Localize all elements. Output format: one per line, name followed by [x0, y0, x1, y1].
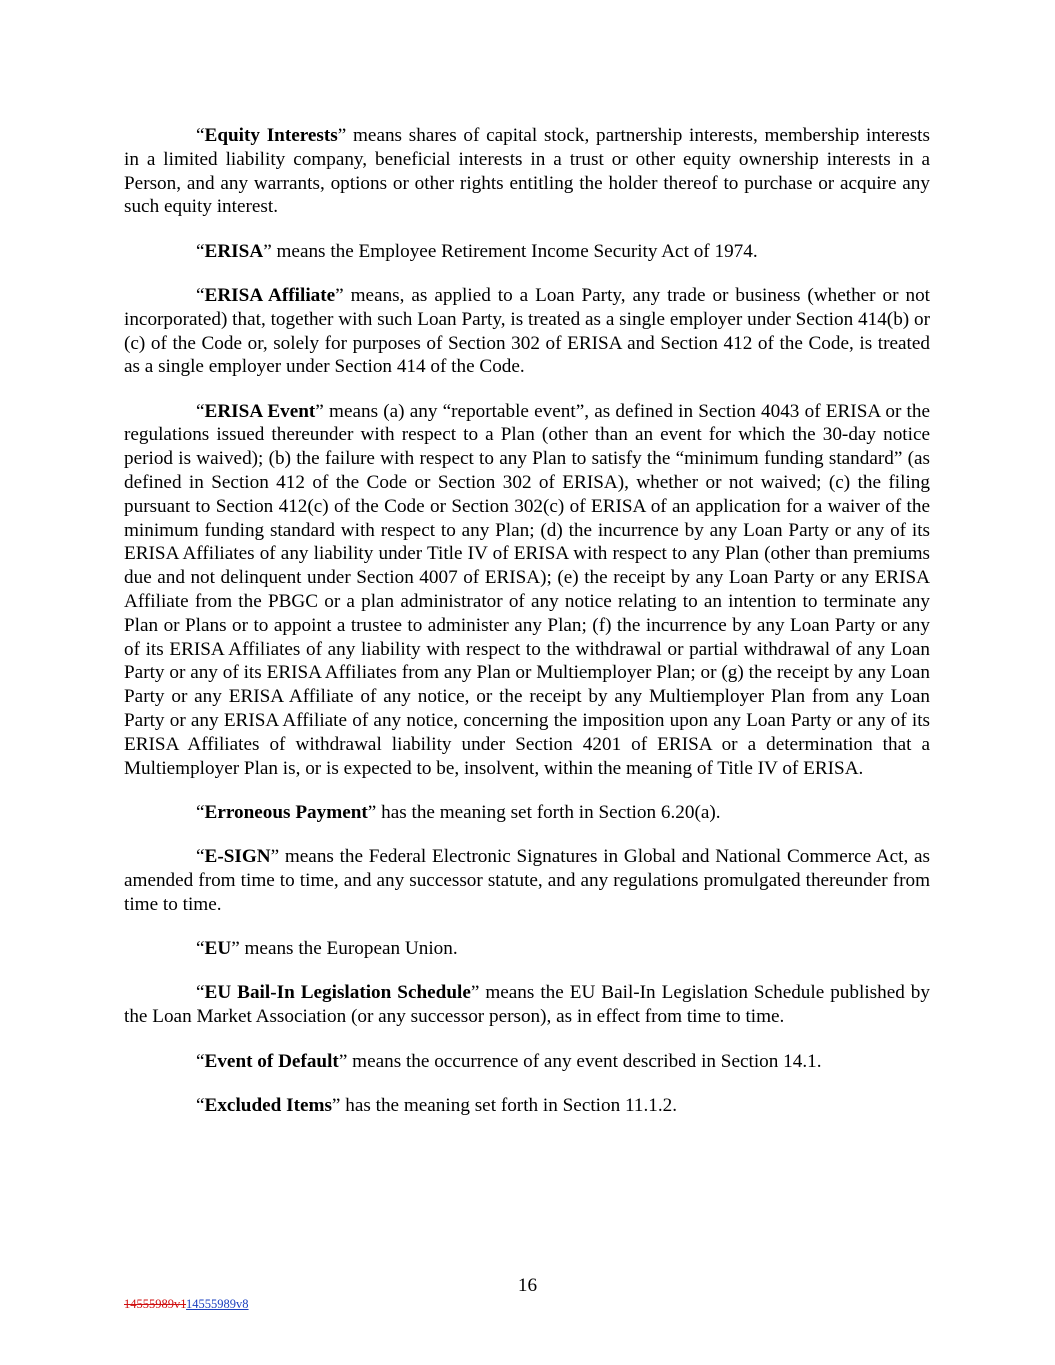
definition-text: ” has the meaning set forth in Section 11.1.2. — [331, 1094, 678, 1116]
defined-term: EU — [204, 938, 232, 960]
defined-term: Erroneous Payment — [204, 801, 368, 823]
document-id-old: 14555989v1 — [124, 1297, 187, 1311]
definition-erisa-affiliate: “ERISA Affiliate” means, as applied to a Loan Party, any trade or business (whether or not incorporated) that, together with such Loan Party, is treated as a single employer under Section 414(b) or (c) of the Code or, solely for purposes of Section 302 of ERISA and Section 412 of the Code, is treated as a single employer under Section 414 of the Code. — [124, 284, 930, 378]
definition-excluded-items: “Excluded Items” has the meaning set forth in Section 11.1.2. — [196, 1094, 678, 1116]
definition-event-of-default: “Event of Default” means the occurrence of any event described in Section 14.1. — [196, 1050, 822, 1072]
defined-term: ERISA — [204, 240, 264, 262]
definition-text: ” means shares of capital stock, partnership interests, membership interests in a limited liability company, beneficial interests in a trust or other equity ownership interests in a Person, and any warrants, options or other rights entitling the holder thereof to purchase or acquire any such equity interest. — [124, 125, 930, 218]
defined-term: Event of Default — [204, 1050, 339, 1072]
document-body — [124, 124, 930, 1138]
definition-equity-interests: “Equity Interests” means shares of capital stock, partnership interests, membership interests in a limited liability company, beneficial interests in a trust or other equity ownership interests in a Person, and any warrants, options or other rights entitling the holder thereof to purchase or acquire any such equity interest. — [124, 125, 930, 218]
document-id-new: 14555989v8 — [186, 1297, 249, 1311]
defined-term: Equity Interests — [204, 125, 338, 146]
defined-term: ERISA Affiliate — [204, 284, 336, 306]
definition-text: ” means the Federal Electronic Signatures in Global and National Commerce Act, as amended from time to time, and any successor statute, and any regulations promulgated thereunder from time to time. — [124, 846, 930, 915]
page-number: 16 — [517, 1275, 538, 1296]
definition-erisa: “ERISA” means the Employee Retirement Income Security Act of 1974. — [196, 240, 758, 262]
defined-term: E-SIGN — [204, 846, 271, 868]
document-id — [124, 1297, 249, 1312]
definition-e-sign: “E-SIGN” means the Federal Electronic Signatures in Global and National Commerce Act, as amended from time to time, and any successor statute, and any regulations promulgated thereunder from time to time. — [124, 846, 930, 915]
definition-text: ” means the European Union. — [231, 938, 458, 960]
defined-term: EU Bail-In Legislation Schedule — [204, 982, 471, 1004]
definition-text: ” means the EU Bail-In Legislation Schedule published by the Loan Market Association (or any successor person), as in effect from time to time. — [124, 982, 930, 1028]
defined-term: ERISA Event — [204, 400, 316, 422]
definition-text: ” means the Employee Retirement Income Security Act of 1974. — [263, 240, 758, 262]
definition-text: ” has the meaning set forth in Section 6.20(a). — [367, 801, 721, 823]
definition-eu: “EU” means the European Union. — [196, 938, 458, 960]
definition-text: ” means, as applied to a Loan Party, any trade or business (whether or not incorporated) that, together with such Loan Party, is treated as a single employer under Section 414(b) or (c) of the Code or, solely for purposes of Section 302 of ERISA and Section 412 of the Code, is treated as a single employer under Section 414 of the Code. — [124, 284, 930, 378]
definition-erisa-event: “ERISA Event” means (a) any “reportable event”, as defined in Section 4043 of ERISA or the regulations issued thereunder with respect to a Plan (other than an event for which the 30-day notice period is waived); (b) the failure with respect to any Plan to satisfy the “minimum funding standard” (as defined in Section 412 of the Code or Section 302 of ERISA), whether or not waived; (c) the filing pursuant to Section 412(c) of the Code or Section 302(c) of ERISA of an application for a waiver of the minimum funding standard with respect to any Plan; (d) the incurrence by any Loan Party or any of its ERISA Affiliates of any liability under Title IV of ERISA with respect to any Plan (other than premiums due and not delinquent under Section 4007 of ERISA); (e) the receipt by any Loan Party or any ERISA Affiliate from the PBGC or a plan administrator of any notice relating to an intention to terminate any Plan or Plans or to appoint a trustee to administer any Plan; (f) the incurrence by any Loan Party or any of its ERISA Affiliates of any liability with respect to the withdrawal or partial withdrawal of any Loan Party or any of its ERISA Affiliates from any Plan or Multiemployer Plan; or (g) the receipt by any Loan Party or any ERISA Affiliate of any notice, or the receipt by any Multiemployer Plan from any Loan Party or any ERISA Affiliate of any notice, concerning the imposition upon any Loan Party or any of its ERISA Affiliates of withdrawal liability under Section 4201 of ERISA or a determination that a Multiemployer Plan is, or is expected to be, insolvent, within the meaning of Title IV of ERISA. — [124, 400, 930, 779]
definition-erroneous-payment: “Erroneous Payment” has the meaning set forth in Section 6.20(a). — [196, 801, 721, 823]
definition-text: ” means (a) any “reportable event”, as defined in Section 4043 of ERISA or the regulations issued thereunder with respect to a Plan (other than an event for which the 30-day notice period is waived); (b) the failure with respect to any Plan to satisfy the “minimum funding standard” (as defined in Section 412 of the Code or Section 302 of ERISA), whether or not waived; (c) the filing pursuant to Section 412(c) of the Code or Section 302(c) of ERISA of an application for a waiver of the minimum funding standard with respect to any Plan; (d) the incurrence by any Loan Party or any of its ERISA Affiliates of any liability under Title IV of ERISA with respect to any Plan (other than premiums due and not delinquent under Section 4007 of ERISA); (e) the receipt by any Loan Party or any ERISA Affiliate from the PBGC or a plan administrator of any notice relating to an intention to terminate any Plan or Plans or to appoint a trustee to administer any Plan; (f) the incurrence by any Loan Party or any of its ERISA Affiliates of any liability with respect to the withdrawal or partial withdrawal of any Loan Party or any of its ERISA Affiliates from any Plan or Multiemployer Plan; or (g) the receipt by any Loan Party or any ERISA Affiliate of any notice, or the receipt by any Multiemployer Plan from any Loan Party or any ERISA Affiliate of any notice, concerning the imposition upon any Loan Party or any of its ERISA Affiliates of withdrawal liability under Section 4201 of ERISA or a determination that a Multiemployer Plan is, or is expected to be, insolvent, within the meaning of Title IV of ERISA. — [124, 400, 930, 779]
definition-text: ” means the occurrence of any event described in Section 14.1. — [338, 1050, 822, 1072]
definition-eu-bail-in-schedule: “EU Bail-In Legislation Schedule” means the EU Bail-In Legislation Schedule published by the Loan Market Association (or any successor person), as in effect from time to time. — [124, 982, 930, 1028]
defined-term: Excluded Items — [204, 1094, 332, 1116]
